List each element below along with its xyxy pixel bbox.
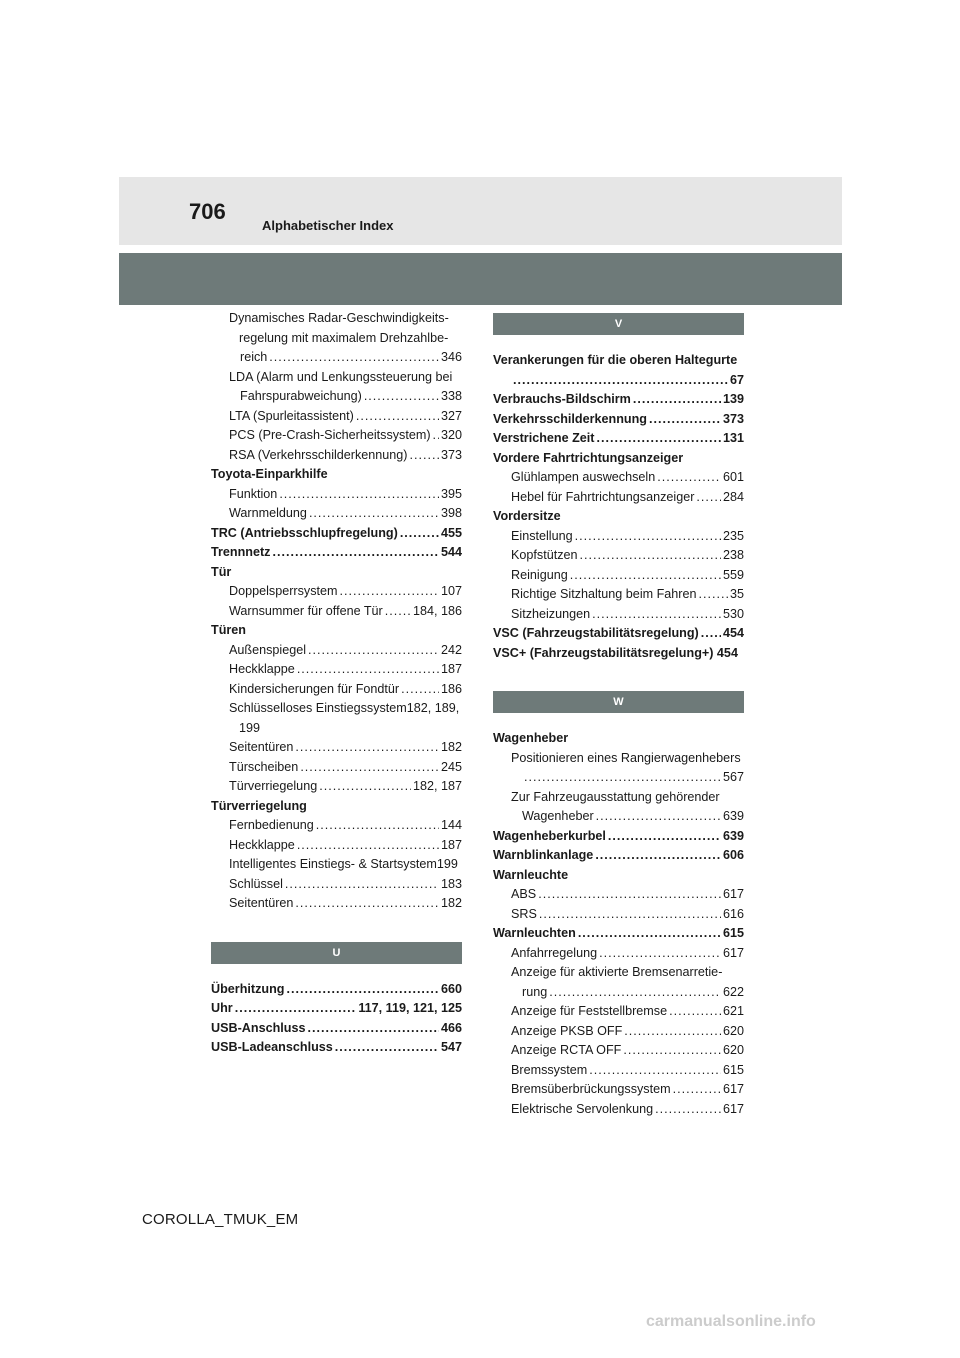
entry-term: Überhitzung (211, 981, 285, 996)
dot-leader (696, 488, 721, 508)
page-reference: 567 (722, 770, 744, 784)
dot-leader (524, 768, 721, 788)
index-subentry (493, 1041, 744, 1061)
entry-term: Wagenheberkurbel (493, 828, 606, 843)
entry-term: reich (240, 350, 268, 364)
dot-leader (657, 468, 721, 488)
entry-term: TRC (Antriebsschlupfregelung) (211, 525, 398, 540)
dot-leader (295, 738, 439, 758)
page-reference: 373 (440, 447, 462, 462)
entry-term: Seitentüren (229, 896, 294, 910)
dot-leader (623, 1041, 721, 1061)
dot-leader (649, 410, 721, 430)
index-heading: Türverriegelung (211, 798, 307, 813)
page-reference: 144 (440, 818, 462, 832)
dot-leader (597, 429, 721, 449)
dot-leader (297, 836, 439, 856)
page-reference: 107 (440, 584, 462, 598)
index-heading: VSC+ (Fahrzeugstabilitätsregelung+) 454 (493, 645, 738, 660)
index-subentry-continuation (493, 768, 744, 788)
dot-leader (356, 407, 439, 427)
index-heading-entry (211, 999, 462, 1019)
index-subentry: Schlüsselloses Einstiegssystem182, 189, (229, 701, 460, 715)
index-heading-entry (211, 524, 462, 544)
entry-term: Wagenheber (522, 809, 594, 823)
index-subentry (493, 885, 744, 905)
index-heading: Vordere Fahrtrichtungsanzeiger (493, 450, 684, 465)
index-heading: Warnleuchte (493, 867, 569, 882)
index-heading-entry (493, 846, 744, 866)
page-number: 706 (189, 199, 226, 224)
page-reference: 530 (722, 606, 744, 621)
dot-leader (235, 999, 357, 1019)
entry-term: PCS (Pre-Crash-Sicherheitssystem) (229, 428, 431, 442)
index-heading: Tür (211, 564, 232, 579)
index-column-right (493, 313, 744, 1119)
index-heading: Wagenheber (493, 731, 569, 745)
entry-term: Türverriegelung (229, 779, 318, 793)
index-heading-continuation (493, 371, 744, 391)
entry-term: Bremsüberbrückungssystem (511, 1082, 671, 1096)
page-reference: 639 (722, 809, 744, 823)
index-subentry: Anzeige für aktivierte Bremsenarretie- (511, 965, 723, 979)
dot-leader (539, 905, 721, 925)
index-heading-entry (211, 980, 462, 1000)
page-reference: 544 (440, 545, 462, 559)
index-subentry-continuation (211, 348, 462, 368)
section-gap (211, 914, 462, 942)
entry-term: Türscheiben (229, 759, 299, 774)
index-subentry-continuation: regelung mit maximalem Drehzahlbe- (239, 330, 449, 345)
dot-leader (309, 504, 439, 524)
dot-leader (340, 582, 439, 602)
watermark: carmanualsonline.info (646, 1313, 816, 1330)
index-subentry (211, 738, 462, 758)
index-heading-entry (493, 390, 744, 410)
index-subentry (493, 944, 744, 964)
header-band (119, 253, 842, 305)
page-reference: 320 (440, 428, 462, 442)
index-heading-entry (493, 429, 744, 449)
index-subentry (493, 1100, 744, 1120)
page-reference: 131 (722, 431, 744, 445)
page-reference: 373 (722, 411, 744, 426)
index-subentry (211, 426, 462, 446)
entry-term: Doppelsperrsystem (229, 584, 338, 598)
entry-term: Uhr (211, 1001, 233, 1015)
entry-term: Heckklappe (229, 662, 295, 676)
entry-term: Sitzheizungen (511, 606, 591, 621)
entry-term: Warnsummer für offene Tür (229, 603, 383, 618)
page-reference: 117, 119, 121, 125 (358, 1001, 462, 1015)
page-reference: 183 (440, 876, 462, 891)
index-subentry (493, 605, 744, 625)
index-subentry: Zur Fahrzeugausstattung gehörender (511, 789, 720, 804)
entry-term: Glühlampen auswechseln (511, 470, 656, 484)
index-subentry (211, 894, 462, 914)
page-reference: 139 (722, 392, 744, 406)
entry-term: Anfahrregelung (511, 945, 598, 960)
entry-term: Warnmeldung (229, 506, 307, 520)
page-reference: 346 (440, 350, 462, 364)
index-subentry (493, 488, 744, 508)
index-subentry (211, 407, 462, 427)
page-reference: 182 (440, 740, 462, 754)
index-subentry (211, 875, 462, 895)
page-reference: 660 (440, 981, 462, 996)
index-subentry (211, 758, 462, 778)
dot-leader (596, 807, 721, 827)
entry-term: Fahrspurabweichung) (240, 389, 362, 403)
dot-leader (624, 1022, 721, 1042)
dot-leader (297, 660, 439, 680)
entry-term: Warnblinkanlage (493, 848, 594, 862)
entry-term: Trennnetz (211, 545, 271, 559)
page-reference: 620 (722, 1043, 744, 1057)
index-subentry (211, 816, 462, 836)
letter-heading: V (493, 313, 744, 335)
letter-heading: W (493, 691, 744, 713)
dot-leader (575, 527, 721, 547)
dot-leader (673, 1080, 721, 1100)
dot-leader (269, 348, 439, 368)
entry-term: VSC (Fahrzeugstabilitätsregelung) (493, 626, 699, 640)
dot-leader (385, 602, 411, 622)
entry-term: rung (522, 984, 548, 999)
index-subentry (493, 527, 744, 547)
page-reference: 466 (440, 1020, 462, 1035)
dot-leader (549, 983, 721, 1003)
index-subentry (493, 1002, 744, 1022)
dot-leader (364, 387, 439, 407)
dot-leader (319, 777, 411, 797)
index-subentry (211, 582, 462, 602)
page-reference: 238 (722, 548, 744, 562)
dot-leader (699, 585, 728, 605)
page-reference: 616 (722, 906, 744, 921)
dot-leader (578, 924, 721, 944)
entry-term: Außenspiegel (229, 642, 307, 657)
page-reference: 620 (722, 1023, 744, 1038)
index-subentry-continuation (493, 807, 744, 827)
entry-term: Hebel für Fahrtrichtungsanzeiger (511, 489, 695, 504)
page-reference: 617 (722, 887, 744, 901)
index-heading-entry (493, 624, 744, 644)
entry-term: Anzeige PKSB OFF (511, 1023, 623, 1038)
page-reference: 601 (722, 470, 744, 484)
entry-term: USB-Anschluss (211, 1020, 306, 1035)
page-reference: 284 (722, 489, 744, 504)
dot-leader (400, 524, 439, 544)
index-column-left (211, 309, 462, 1058)
page-reference: 67 (729, 372, 744, 387)
entry-term: Verkehrsschilderkennung (493, 411, 647, 426)
page-reference: 454 (722, 626, 744, 640)
page-reference: 559 (722, 567, 744, 582)
index-subentry (211, 836, 462, 856)
index-subentry-continuation: 199 (239, 720, 261, 735)
section-gap (493, 663, 744, 691)
dot-leader (599, 944, 721, 964)
page-reference: 327 (440, 408, 462, 423)
page-reference: 187 (440, 837, 462, 852)
index-subentry: Intelligentes Einstiegs- & Startsystem199 (229, 857, 458, 871)
index-heading: Toyota-Einparkhilfe (211, 467, 328, 481)
index-heading-entry (493, 924, 744, 944)
dot-leader (433, 426, 439, 446)
entry-term: Verbrauchs-Bildschirm (493, 392, 631, 406)
header-strip (119, 177, 842, 245)
entry-term: Reinigung (511, 567, 568, 582)
entry-term: Fernbedienung (229, 818, 314, 832)
dot-leader (633, 390, 721, 410)
index-subentry (211, 602, 462, 622)
page-reference: 622 (722, 984, 744, 999)
page-reference: 639 (722, 828, 744, 843)
page-reference: 617 (722, 945, 744, 960)
page-reference: 455 (440, 525, 462, 540)
entry-term: Seitentüren (229, 740, 294, 754)
dot-leader (595, 846, 721, 866)
page-reference: 398 (440, 506, 462, 520)
index-subentry (211, 680, 462, 700)
entry-term: Verstrichene Zeit (493, 431, 595, 445)
entry-term: Funktion (229, 486, 278, 501)
index-heading-entry (211, 1019, 462, 1039)
index-heading-entry (493, 410, 744, 430)
page-reference: 186 (440, 681, 462, 696)
index-subentry (493, 1080, 744, 1100)
entry-term: Bremssystem (511, 1062, 588, 1077)
index-subentry (211, 504, 462, 524)
index-subentry (493, 546, 744, 566)
index-subentry (211, 641, 462, 661)
dot-leader (570, 566, 721, 586)
entry-term: Anzeige RCTA OFF (511, 1043, 622, 1057)
page-reference: 395 (440, 486, 462, 501)
entry-term: USB-Ladeanschluss (211, 1040, 333, 1054)
entry-term: Elektrische Servolenkung (511, 1101, 654, 1116)
index-subentry (211, 446, 462, 466)
index-subentry (211, 485, 462, 505)
entry-term: LTA (Spurleitassistent) (229, 408, 354, 423)
index-subentry: Positionieren eines Rangierwagenhebers (511, 750, 741, 765)
page-reference: 617 (722, 1101, 744, 1116)
page-reference: 184, 186 (412, 603, 462, 618)
dot-leader (701, 624, 721, 644)
dot-leader (655, 1100, 721, 1120)
entry-term: Einstellung (511, 528, 573, 543)
entry-term: Kindersicherungen für Fondtür (229, 681, 400, 696)
index-heading: Türen (211, 623, 246, 637)
page-reference: 187 (440, 662, 462, 676)
page-reference: 35 (729, 587, 744, 601)
page-reference: 617 (722, 1082, 744, 1096)
page-reference: 182, 187 (412, 779, 462, 793)
page-reference: 547 (440, 1040, 462, 1054)
dot-leader (272, 543, 439, 563)
index-heading: Vordersitze (493, 509, 561, 523)
index-subentry (493, 585, 744, 605)
page-reference: 182 (440, 896, 462, 910)
page-reference: 621 (722, 1004, 744, 1018)
index-subentry: Dynamisches Radar-Geschwindigkeits- (229, 311, 449, 325)
entry-term: Richtige Sitzhaltung beim Fahren (511, 587, 697, 601)
entry-term: Anzeige für Feststellbremse (511, 1004, 668, 1018)
dot-leader (295, 894, 439, 914)
index-subentry (211, 660, 462, 680)
entry-term: SRS (511, 906, 537, 921)
dot-leader (308, 641, 439, 661)
entry-term: Kopfstützen (511, 548, 578, 562)
entry-term: ABS (511, 887, 537, 901)
entry-term: Warnleuchten (493, 926, 576, 940)
index-subentry (493, 1022, 744, 1042)
entry-term: Heckklappe (229, 837, 295, 852)
index-heading-entry (493, 827, 744, 847)
dot-leader (316, 816, 439, 836)
dot-leader (608, 827, 721, 847)
index-heading: Verankerungen für die oberen Haltegurte (493, 353, 738, 367)
page-reference: 606 (722, 848, 744, 862)
index-subentry: LDA (Alarm und Lenkungssteuerung bei (229, 369, 453, 384)
dot-leader (285, 875, 439, 895)
index-heading-entry (211, 1038, 462, 1058)
dot-leader (335, 1038, 439, 1058)
index-subentry-continuation (493, 983, 744, 1003)
page-reference: 338 (440, 389, 462, 403)
dot-leader (538, 885, 721, 905)
page-reference: 615 (722, 926, 744, 940)
page-reference: 242 (440, 642, 462, 657)
index-subentry (493, 566, 744, 586)
index-subentry (493, 468, 744, 488)
dot-leader (580, 546, 721, 566)
page-reference: 615 (722, 1062, 744, 1077)
page-reference: 235 (722, 528, 744, 543)
dot-leader (592, 605, 721, 625)
index-heading-entry (211, 543, 462, 563)
dot-leader (300, 758, 439, 778)
page-reference: 245 (440, 759, 462, 774)
dot-leader (307, 1019, 439, 1039)
dot-leader (286, 980, 439, 1000)
index-subentry (493, 905, 744, 925)
index-subentry-continuation (211, 387, 462, 407)
dot-leader (589, 1061, 721, 1081)
entry-term: Schlüssel (229, 876, 283, 891)
model-code: COROLLA_TMUK_EM (142, 1211, 299, 1228)
dot-leader (410, 446, 439, 466)
section-title: Alphabetischer Index (262, 218, 394, 233)
index-subentry (211, 777, 462, 797)
entry-term: RSA (Verkehrsschilderkennung) (229, 447, 408, 462)
index-subentry (493, 1061, 744, 1081)
dot-leader (279, 485, 439, 505)
letter-heading: U (211, 942, 462, 964)
dot-leader (513, 371, 728, 391)
dot-leader (669, 1002, 721, 1022)
dot-leader (401, 680, 439, 700)
